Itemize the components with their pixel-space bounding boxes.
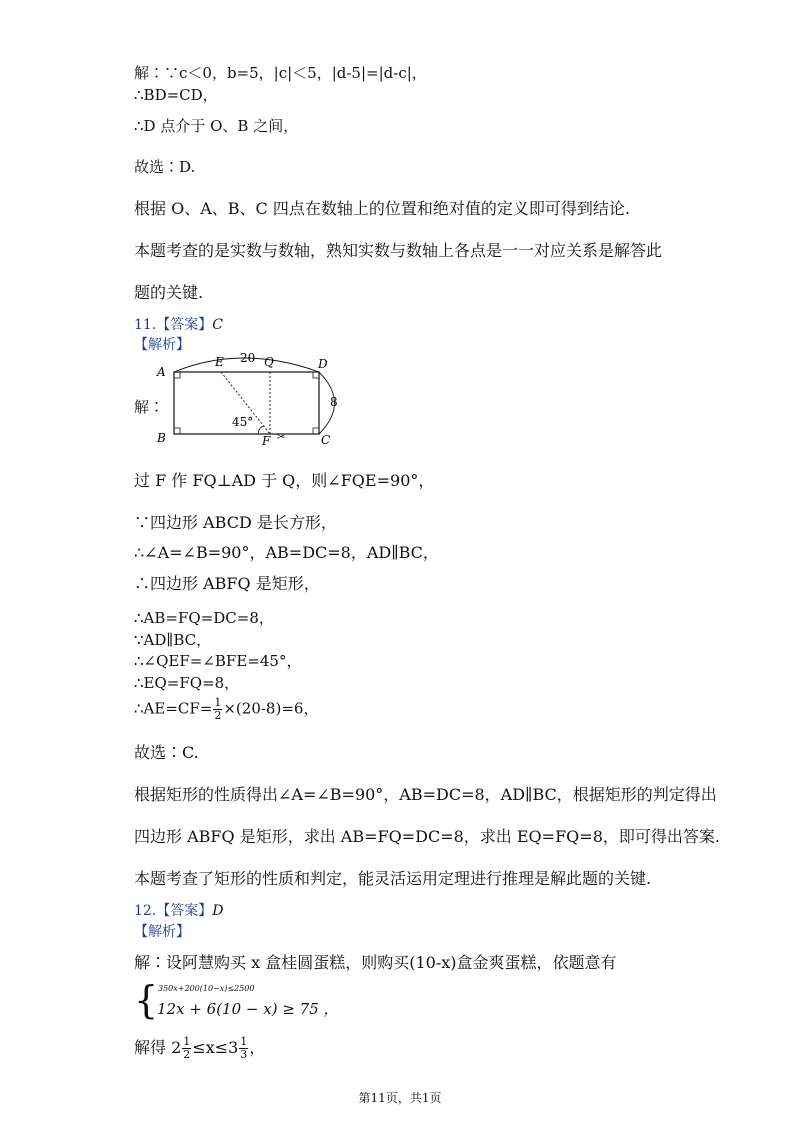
q12-answer: D (212, 903, 224, 919)
q11-comment: 本题考查了矩形的性质和判定，能灵活运用定理进行推理是解此题的关键. (134, 869, 652, 888)
fraction-numerator-2: 1 (183, 1035, 191, 1048)
label-q: Q (264, 355, 274, 369)
label-d: D (318, 357, 328, 371)
right-angle-d (313, 372, 319, 378)
q11-answer-tag: 【答案】 (156, 317, 213, 333)
q11-choice: 故选∶C. (134, 743, 199, 762)
q11-step-9-pre: ∴AE=CF= (134, 699, 213, 718)
q11-rectangle-figure (152, 348, 352, 448)
sol10-choice: 故选∶D. (134, 158, 196, 176)
q11-step-8: ∴EQ=FQ=8， (134, 674, 240, 692)
q12-analysis-tag (134, 921, 190, 942)
fraction-denominator: 2 (214, 709, 222, 722)
q11-step-6: ∵AD∥BC， (134, 631, 212, 649)
q11-step-3: ∴∠A=∠B=90°，AB=DC=8，AD∥BC， (134, 543, 439, 562)
q11-jie: 解∶ (134, 398, 165, 416)
label-e: E (215, 355, 224, 369)
q11-step-5: ∴AB=FQ=DC=8， (134, 609, 274, 627)
fraction-third (239, 1036, 248, 1061)
q12-step-1: 解∶设阿慧购买 x 盒桂圆蛋糕，则购买(10-x)盒金爽蛋糕，依题意有 (134, 953, 617, 972)
q12-result-pre: 解得 2 (134, 1038, 182, 1057)
q11-step-4: ∴四边形 ABFQ 是矩形， (134, 574, 320, 593)
sol10-line2: ∴BD=CD， (134, 86, 218, 104)
label-f: F (262, 434, 271, 448)
angle-45-arc (258, 426, 264, 434)
sol10-analysis: 根据 O、A、B、C 四点在数轴上的位置和绝对值的定义即可得到结论. (134, 199, 630, 218)
sol10-line1: 解∶∵c＜0，b=5，|c|＜5，|d-5|=|d-c|， (134, 64, 427, 82)
q11-analysis-1: 根据矩形的性质得出∠A=∠B=90°，AB=DC=8，AD∥BC，根据矩形的判定得出 (134, 785, 717, 804)
label-45-degrees: 45° (232, 415, 254, 429)
sol10-comment-1: 本题考查的是实数与数轴，熟知实数与数轴上各点是一一对应关系是解答此 (134, 241, 663, 260)
q12-answer-tag: 【答案】 (156, 903, 213, 919)
q11-step-9 (134, 697, 318, 722)
q12-result-post: ， (249, 1038, 266, 1057)
q11-step-1: 过 F 作 FQ⊥AD 于 Q，则∠FQE=90°， (134, 471, 435, 490)
q11-analysis-label: 【解析】 (134, 337, 190, 353)
inequality-1: 350x+200(10−x)≤2500 (158, 984, 255, 993)
q12-number: 12. (134, 903, 157, 919)
label-c: C (321, 433, 331, 447)
page-footer: 第11页，共1页 (358, 1091, 442, 1105)
right-angle-c (313, 428, 319, 434)
fraction-half (213, 697, 222, 722)
scissors-icon: ✂ (277, 432, 286, 443)
fraction-denominator-3: 3 (240, 1048, 248, 1061)
label-a: A (157, 365, 166, 379)
right-angle-a (174, 372, 180, 378)
q11-answer: C (212, 317, 223, 333)
right-angle-b (174, 428, 180, 434)
label-b: B (157, 431, 166, 445)
inequality-2: 12x + 6(10 − x) ≥ 75 ， (157, 1000, 339, 1018)
sol10-line3: ∴D 点介于 O、B 之间， (134, 117, 299, 135)
q11-header (134, 314, 223, 335)
label-20: 20 (240, 351, 256, 365)
q12-result-mid: ≤x≤3 (192, 1038, 239, 1057)
q11-number: 11. (134, 317, 157, 333)
q11-step-7: ∴∠QEF=∠BFE=45°， (134, 652, 302, 670)
fraction-numerator: 1 (214, 696, 222, 709)
fraction-denominator-2: 2 (183, 1048, 191, 1061)
sol10-comment-2: 题的关键. (134, 283, 204, 302)
label-8: 8 (330, 395, 338, 409)
q11-step-9-post: ×(20-8)=6， (223, 699, 319, 718)
q11-step-2: ∵四边形 ABCD 是长方形， (134, 513, 337, 532)
fraction-numerator-3: 1 (240, 1035, 248, 1048)
q12-result (134, 1036, 265, 1061)
fraction-half-2 (182, 1036, 191, 1061)
q12-header (134, 900, 224, 921)
q12-analysis-label: 【解析】 (134, 924, 190, 940)
inequality-brace: { (134, 978, 159, 1022)
q11-analysis-2: 四边形 ABFQ 是矩形，求出 AB=FQ=DC=8，求出 EQ=FQ=8，即可得出答案. (134, 827, 720, 846)
